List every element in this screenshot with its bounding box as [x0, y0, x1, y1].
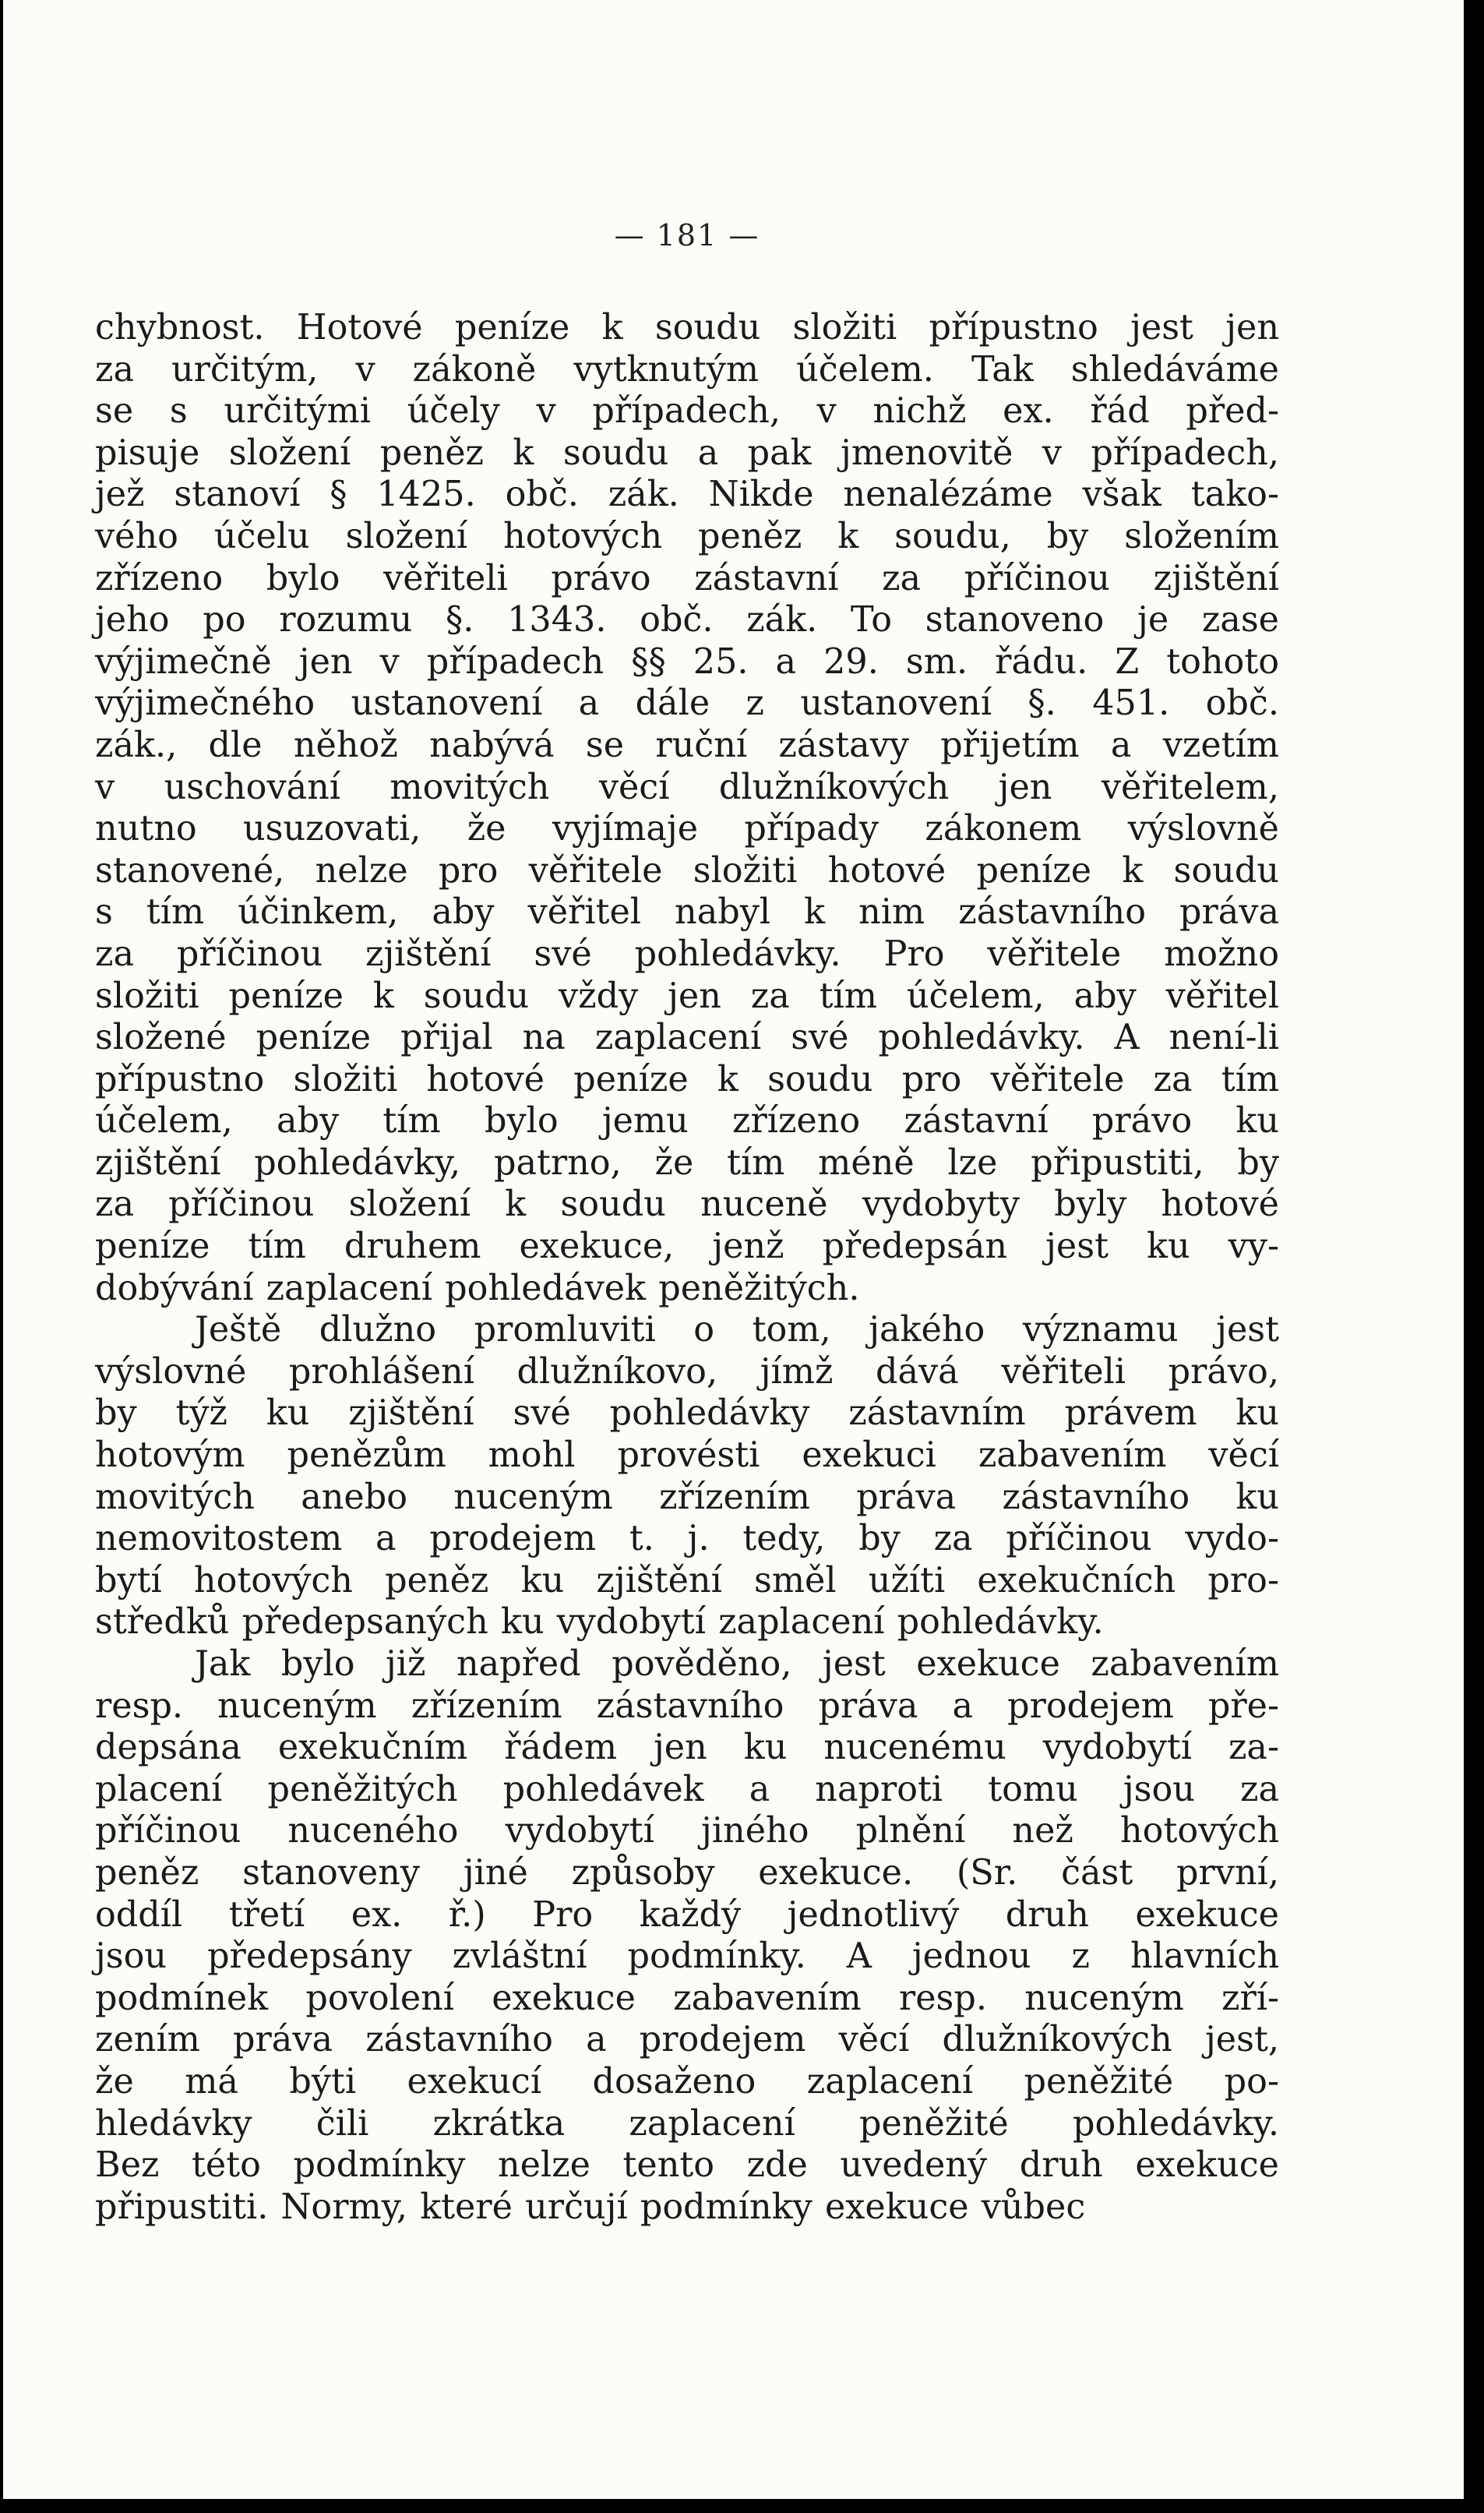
text-line: s tím účinkem, aby věřitel nabyl k nim zástavního práva	[95, 892, 1279, 933]
text-line: nutno usuzovati, že vyjímaje případy zákonem výslovně	[95, 809, 1279, 849]
text-line: bytí hotových peněz ku zjištění směl užíti exekučních pro-	[95, 1560, 1279, 1601]
paragraph	[95, 307, 1279, 1309]
text-line: stanovené, nelze pro věřitele složiti hotové peníze k soudu	[95, 850, 1279, 891]
text-line: resp. nuceným zřízením zástavního práva a prodejem pře-	[95, 1685, 1279, 1726]
text-line: podmínek povolení exekuce zabavením resp. nuceným zří-	[95, 1978, 1279, 2018]
text-line: jeho po rozumu §. 1343. obč. zák. To stanoveno je zase	[95, 600, 1279, 641]
text-line: jež stanoví § 1425. obč. zák. Nikde nenalézáme však tako-	[95, 475, 1279, 515]
text-line: peněz stanoveny jiné způsoby exekuce. (Sr. část první,	[95, 1852, 1279, 1893]
text-line: přípustno složiti hotové peníze k soudu pro věřitele za tím	[95, 1059, 1279, 1099]
text-line: v uschování movitých věcí dlužníkových jen věřitelem,	[95, 767, 1279, 807]
text-line: depsána exekučním řádem jen ku nucenému vydobytí za-	[95, 1728, 1279, 1768]
text-line: movitých anebo nuceným zřízením práva zástavního ku	[95, 1477, 1279, 1517]
text-line: chybnost. Hotové peníze k soudu složiti přípustno jest jen	[95, 308, 1279, 348]
text-line: složené peníze přijal na zaplacení své pohledávky. A není-li	[95, 1018, 1279, 1058]
text-line: složiti peníze k soudu vždy jen za tím účelem, aby věřitel	[95, 976, 1279, 1016]
text-line: výslovné prohlášení dlužníkovo, jímž dává věřiteli právo,	[95, 1351, 1279, 1392]
text-line: že má býti exekucí dosaženo zaplacení peněžité po-	[95, 2061, 1279, 2102]
text-line: příčinou nuceného vydobytí jiného plnění než hotových	[95, 1811, 1279, 1851]
text-line: nemovitostem a prodejem t. j. tedy, by za příčinou vydo-	[95, 1519, 1279, 1559]
text-line: peníze tím druhem exekuce, jenž předepsán jest ku vy-	[95, 1226, 1279, 1267]
text-line: hledávky čili zkrátka zaplacení peněžité pohledávky.	[95, 2103, 1279, 2144]
text-line: dobývání zaplacení pohledávek peněžitých.	[95, 1268, 860, 1308]
book-page	[95, 218, 1279, 2228]
paragraph	[95, 1309, 1279, 1643]
text-line: vého účelu složení hotových peněz k soudu, by složením	[95, 516, 1279, 556]
text-line: placení peněžitých pohledávek a naproti tomu jsou za	[95, 1769, 1279, 1809]
page-number: — 181 —	[614, 218, 760, 252]
text-line: Ještě dlužno promluviti o tom, jakého významu jest	[195, 1310, 1279, 1350]
text-line: připustiti. Normy, které určují podmínky exekuce vůbec	[95, 2187, 1086, 2227]
text-line: hotovým penězům mohl provésti exekuci zabavením věcí	[95, 1435, 1279, 1476]
text-line: za určitým, v zákoně vytknutým účelem. Tak shledáváme	[95, 349, 1279, 390]
text-line: za příčinou složení k soudu nuceně vydobyty byly hotové	[95, 1184, 1279, 1225]
page-body-text	[95, 307, 1279, 2228]
text-line: by týž ku zjištění své pohledávky zástavním právem ku	[95, 1393, 1279, 1434]
text-line: zjištění pohledávky, patrno, že tím méně lze připustiti, by	[95, 1142, 1279, 1183]
text-line: účelem, aby tím bylo jemu zřízeno zástavní právo ku	[95, 1101, 1279, 1142]
text-line: výjimečného ustanovení a dále z ustanovení §. 451. obč.	[95, 683, 1279, 724]
text-line: Bez této podmínky nelze tento zde uvedený druh exekuce	[95, 2145, 1279, 2186]
text-line: výjimečně jen v případech §§ 25. a 29. sm. řádu. Z tohoto	[95, 641, 1279, 682]
text-line: za příčinou zjištění své pohledávky. Pro věřitele možno	[95, 934, 1279, 974]
text-line: zák., dle něhož nabývá se ruční zástavy přijetím a vzetím	[95, 725, 1279, 765]
text-line: pisuje složení peněz k soudu a pak jmenovitě v případech,	[95, 432, 1279, 473]
text-line: Jak bylo již napřed pověděno, jest exekuce zabavením	[195, 1644, 1279, 1684]
text-line: zením práva zástavního a prodejem věcí dlužníkových jest,	[95, 2020, 1279, 2060]
text-line: jsou předepsány zvláštní podmínky. A jednou z hlavních	[95, 1936, 1279, 1977]
text-line: oddíl třetí ex. ř.) Pro každý jednotlivý druh exekuce	[95, 1894, 1279, 1935]
text-line: středků předepsaných ku vydobytí zaplacení pohledávky.	[95, 1602, 1104, 1643]
text-line: se s určitými účely v případech, v nichž ex. řád před-	[95, 391, 1279, 432]
text-line: zřízeno bylo věřiteli právo zástavní za příčinou zjištění	[95, 558, 1279, 598]
paragraph	[95, 1643, 1279, 2228]
